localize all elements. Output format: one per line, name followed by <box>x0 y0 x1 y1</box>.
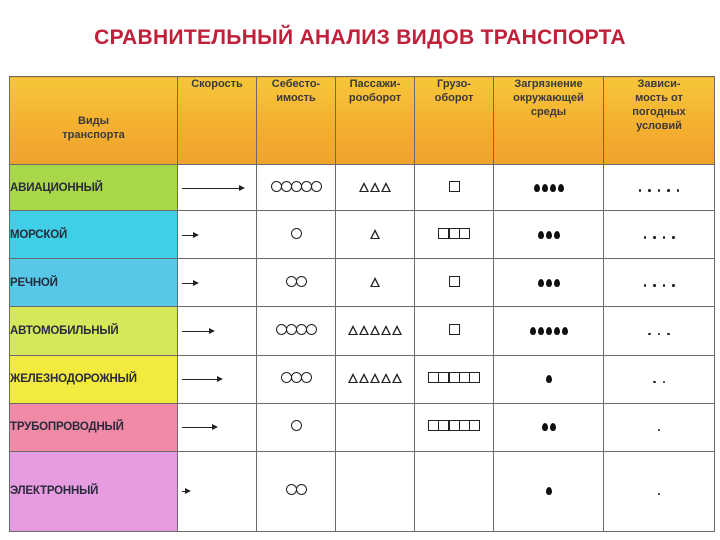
drop-icon <box>546 279 552 287</box>
pollution-cell <box>494 259 604 307</box>
drop-icon <box>546 327 552 335</box>
transport-type-label: МОРСКОЙ <box>10 211 178 259</box>
table-row <box>10 355 715 403</box>
square-icon <box>449 276 460 287</box>
weather-cell <box>604 165 715 211</box>
cargo-cell <box>415 355 494 403</box>
circle-icon <box>286 276 297 287</box>
pass-cell <box>336 451 415 531</box>
triangle-icon <box>370 229 380 239</box>
cargo-cell <box>415 451 494 531</box>
cost-cell <box>257 211 336 259</box>
dot-icon <box>658 429 661 432</box>
dot-icon <box>658 333 661 336</box>
speed-arrow-icon <box>182 331 212 332</box>
drop-icon <box>542 184 548 192</box>
square-icon <box>428 372 439 383</box>
drop-icon <box>542 423 548 431</box>
weather-cell <box>604 403 715 451</box>
cost-cell <box>257 355 336 403</box>
circle-icon <box>291 228 302 239</box>
speed-cell <box>178 403 257 451</box>
speed-arrow-icon <box>182 188 242 189</box>
square-icon <box>449 420 460 431</box>
cost-cell <box>257 165 336 211</box>
cargo-cell <box>415 259 494 307</box>
speed-arrow-icon <box>182 379 220 380</box>
pollution-cell <box>494 355 604 403</box>
speed-arrow-icon <box>182 235 196 236</box>
triangle-icon <box>359 182 369 192</box>
circle-icon <box>286 484 297 495</box>
header-weather-dependence: Зависи- мость от погодных условий <box>604 77 715 165</box>
drop-icon <box>546 375 552 383</box>
dot-icon <box>648 333 651 336</box>
speed-cell <box>178 211 257 259</box>
square-icon <box>449 181 460 192</box>
pass-cell <box>336 165 415 211</box>
cost-cell <box>257 307 336 355</box>
header-pollution: Загрязнение окружающей среды <box>494 77 604 165</box>
triangle-icon <box>359 373 369 383</box>
table-row <box>10 307 715 355</box>
cost-cell <box>257 259 336 307</box>
cargo-cell <box>415 165 494 211</box>
square-icon <box>469 372 480 383</box>
triangle-icon <box>370 277 380 287</box>
pollution-cell <box>494 211 604 259</box>
circle-icon <box>291 420 302 431</box>
pass-cell <box>336 355 415 403</box>
dot-icon <box>667 333 670 336</box>
dot-icon <box>644 284 647 287</box>
header-passenger-turnover: Пассажи- рооборот <box>336 77 415 165</box>
triangle-icon <box>348 325 358 335</box>
transport-type-label: ЭЛЕКТРОННЫЙ <box>10 451 178 531</box>
dot-icon <box>677 189 680 192</box>
table-row <box>10 165 715 211</box>
square-icon <box>438 372 449 383</box>
dot-icon <box>653 284 656 287</box>
speed-arrow-icon <box>182 491 188 492</box>
page-title: СРАВНИТЕЛЬНЫЙ АНАЛИЗ ВИДОВ ТРАНСПОРТА <box>94 26 626 49</box>
drop-icon <box>550 184 556 192</box>
triangle-icon <box>348 373 358 383</box>
dot-icon <box>663 284 666 287</box>
pollution-cell <box>494 451 604 531</box>
drop-icon <box>546 231 552 239</box>
triangle-icon <box>370 182 380 192</box>
pass-cell <box>336 259 415 307</box>
cargo-cell <box>415 403 494 451</box>
triangle-icon <box>381 373 391 383</box>
dot-icon <box>639 189 642 192</box>
drop-icon <box>530 327 536 335</box>
drop-icon <box>558 184 564 192</box>
triangle-icon <box>392 373 402 383</box>
transport-type-label: РЕЧНОЙ <box>10 259 178 307</box>
cost-cell <box>257 451 336 531</box>
header-row <box>10 77 715 165</box>
triangle-icon <box>381 182 391 192</box>
weather-cell <box>604 307 715 355</box>
speed-cell <box>178 451 257 531</box>
square-icon <box>438 228 449 239</box>
square-icon <box>459 372 470 383</box>
weather-cell <box>604 211 715 259</box>
triangle-icon <box>392 325 402 335</box>
drop-icon <box>554 231 560 239</box>
dot-icon <box>653 381 656 384</box>
speed-arrow-icon <box>182 427 215 428</box>
circle-icon <box>281 372 292 383</box>
triangle-icon <box>370 325 380 335</box>
drop-icon <box>538 279 544 287</box>
table-row <box>10 451 715 531</box>
cost-cell <box>257 403 336 451</box>
circle-icon <box>276 324 287 335</box>
square-icon <box>428 420 439 431</box>
dot-icon <box>648 189 651 192</box>
dot-icon <box>658 493 661 496</box>
dot-icon <box>672 236 675 239</box>
drop-icon <box>554 279 560 287</box>
square-icon <box>459 420 470 431</box>
drop-icon <box>538 231 544 239</box>
circle-icon <box>296 484 307 495</box>
header-speed: Скорость <box>178 77 257 165</box>
square-icon <box>469 420 480 431</box>
square-icon <box>449 228 460 239</box>
dot-icon <box>658 189 661 192</box>
table-row <box>10 259 715 307</box>
drop-icon <box>550 423 556 431</box>
circle-icon <box>306 324 317 335</box>
triangle-icon <box>359 325 369 335</box>
comparison-table <box>9 76 715 532</box>
dot-icon <box>663 381 666 384</box>
circle-icon <box>281 181 292 192</box>
drop-icon <box>534 184 540 192</box>
transport-type-label: ЖЕЛЕЗНОДОРОЖНЫЙ <box>10 355 178 403</box>
square-icon <box>438 420 449 431</box>
pollution-cell <box>494 403 604 451</box>
dot-icon <box>653 236 656 239</box>
weather-cell <box>604 451 715 531</box>
square-icon <box>449 372 460 383</box>
pass-cell <box>336 403 415 451</box>
transport-type-label: АВТОМОБИЛЬНЫЙ <box>10 307 178 355</box>
circle-icon <box>296 276 307 287</box>
circle-icon <box>301 372 312 383</box>
weather-cell <box>604 355 715 403</box>
pollution-cell <box>494 307 604 355</box>
speed-arrow-icon <box>182 283 196 284</box>
pass-cell <box>336 307 415 355</box>
circle-icon <box>271 181 282 192</box>
drop-icon <box>538 327 544 335</box>
dot-icon <box>663 236 666 239</box>
speed-cell <box>178 259 257 307</box>
transport-type-label: ТРУБОПРОВОДНЫЙ <box>10 403 178 451</box>
speed-cell <box>178 355 257 403</box>
drop-icon <box>554 327 560 335</box>
speed-cell <box>178 307 257 355</box>
cargo-cell <box>415 211 494 259</box>
table-row <box>10 211 715 259</box>
speed-cell <box>178 165 257 211</box>
weather-cell <box>604 259 715 307</box>
circle-icon <box>296 324 307 335</box>
triangle-icon <box>381 325 391 335</box>
circle-icon <box>291 372 302 383</box>
square-icon <box>449 324 460 335</box>
transport-type-label: АВИАЦИОННЫЙ <box>10 165 178 211</box>
square-icon <box>459 228 470 239</box>
dot-icon <box>667 189 670 192</box>
dot-icon <box>644 236 647 239</box>
dot-icon <box>672 284 675 287</box>
circle-icon <box>286 324 297 335</box>
drop-icon <box>546 487 552 495</box>
pass-cell <box>336 211 415 259</box>
circle-icon <box>311 181 322 192</box>
circle-icon <box>301 181 312 192</box>
cargo-cell <box>415 307 494 355</box>
table-row <box>10 403 715 451</box>
pollution-cell <box>494 165 604 211</box>
header-cost: Себесто- имость <box>257 77 336 165</box>
drop-icon <box>562 327 568 335</box>
header-cargo-turnover: Грузо- оборот <box>415 77 494 165</box>
circle-icon <box>291 181 302 192</box>
triangle-icon <box>370 373 380 383</box>
header-type: Виды транспорта <box>10 77 178 165</box>
